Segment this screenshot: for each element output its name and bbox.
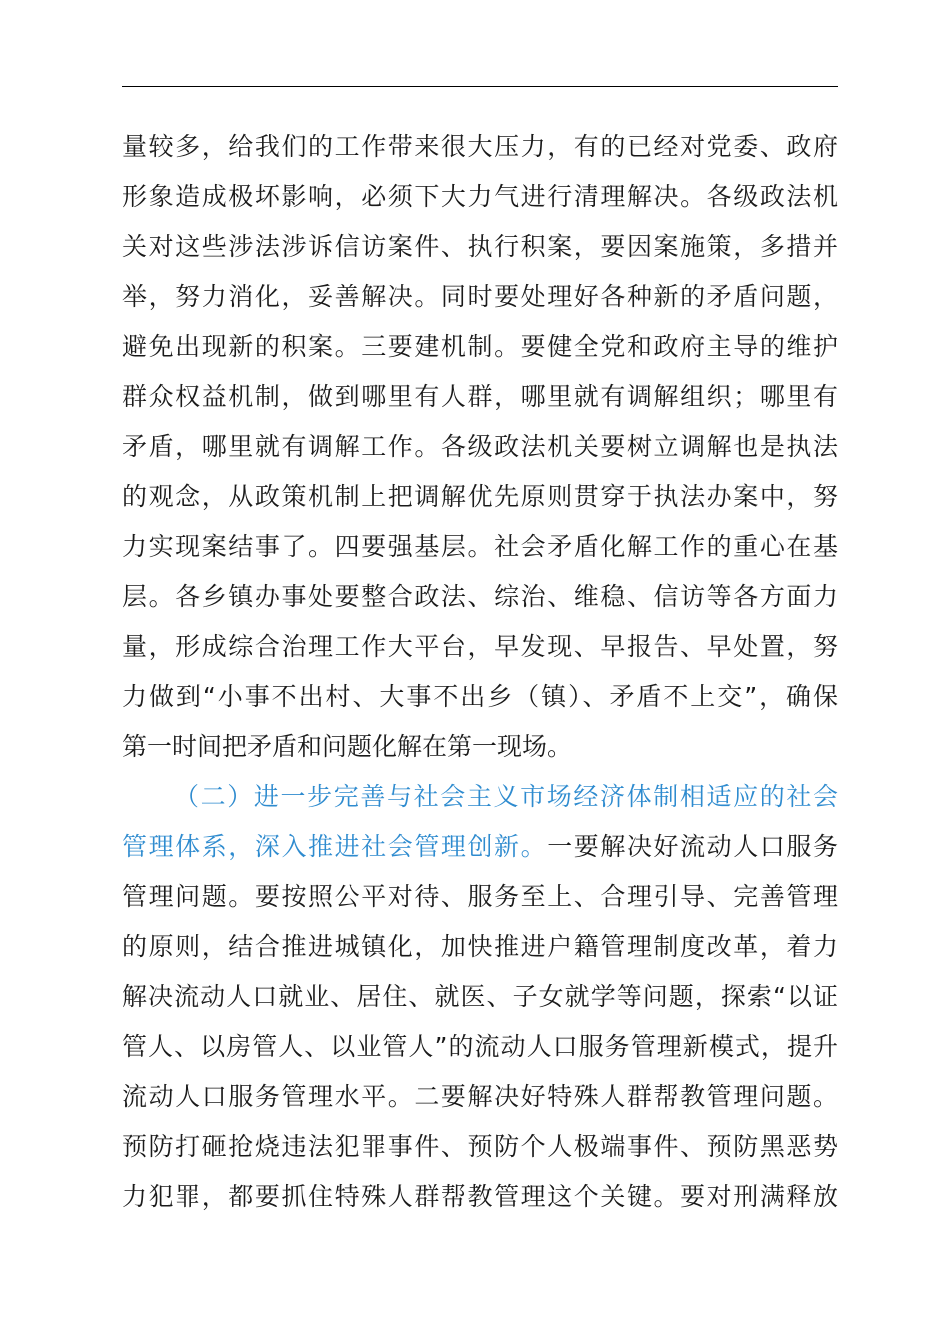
text-line: 的原则，结合推进城镇化，加快推进户籍管理制度改革，着力 [122, 932, 838, 961]
text-line: 矛盾，哪里就有调解工作。各级政法机关要树立调解也是执法 [122, 432, 838, 461]
section-heading-continued: 管理体系，深入推进社会管理创新。 [122, 832, 548, 861]
text-line: 力做到“小事不出村、大事不出乡（镇）、矛盾不上交”，确保 [122, 682, 838, 711]
text-line: 量，形成综合治理工作大平台，早发现、早报告、早处置，努 [122, 632, 838, 661]
text-line: 解决流动人口就业、居住、就医、子女就学等问题，探索“以证 [122, 982, 838, 1011]
text-line: 举，努力消化，妥善解决。同时要处理好各种新的矛盾问题， [122, 282, 838, 311]
text-line: 形象造成极坏影响，必须下大力气进行清理解决。各级政法机 [122, 182, 838, 211]
text-line: 避免出现新的积案。三要建机制。要健全党和政府主导的维护 [122, 332, 838, 361]
section-heading: （二）进一步完善与社会主义市场经济体制相适应的社会 [174, 782, 838, 811]
text-line: 层。各乡镇办事处要整合政法、综治、维稳、信访等各方面力 [122, 582, 838, 611]
text-line: 的观念，从政策机制上把调解优先原则贯穿于执法办案中，努 [122, 482, 838, 511]
text-line: 管人、以房管人、以业管人”的流动人口服务管理新模式，提升 [122, 1032, 838, 1061]
text-line: 预防打砸抢烧违法犯罪事件、预防个人极端事件、预防黑恶势 [122, 1132, 838, 1161]
text-line: 流动人口服务管理水平。二要解决好特殊人群帮教管理问题。 [122, 1082, 838, 1111]
text-line [122, 822, 838, 872]
text-line: 关对这些涉法涉诉信访案件、执行积案，要因案施策，多措并 [122, 232, 838, 261]
text-line: 群众权益机制，做到哪里有人群，哪里就有调解组织；哪里有 [122, 382, 838, 411]
text-line: 管理问题。要按照公平对待、服务至上、合理引导、完善管理 [122, 882, 838, 911]
section-heading-line [174, 772, 838, 822]
text-line: 第一时间把矛盾和问题化解在第一现场。 [122, 732, 573, 761]
text-line: 量较多，给我们的工作带来很大压力，有的已经对党委、政府 [122, 132, 838, 161]
text-span: 一要解决好流动人口服务 [547, 832, 838, 861]
text-line: 力犯罪，都要抓住特殊人群帮教管理这个关键。要对刑满释放 [122, 1182, 838, 1211]
header-rule [122, 86, 838, 87]
text-line: 力实现案结事了。四要强基层。社会矛盾化解工作的重心在基 [122, 532, 838, 561]
